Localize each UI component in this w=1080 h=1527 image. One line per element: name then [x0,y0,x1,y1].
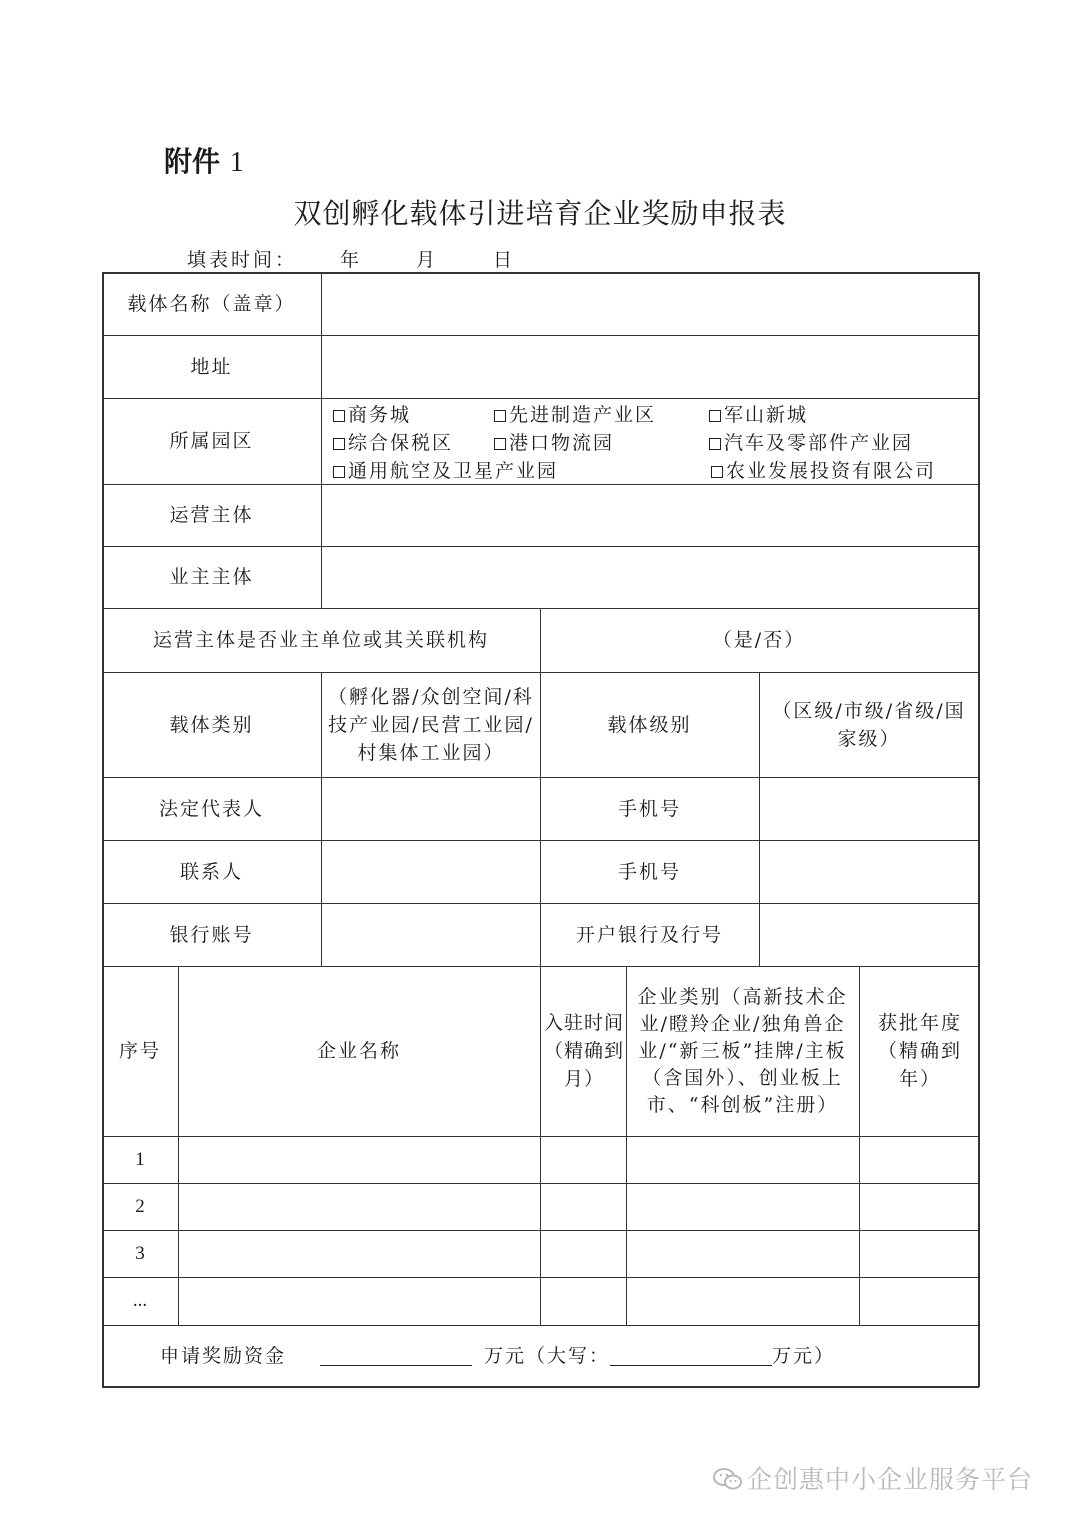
reward-amount-field[interactable] [320,1345,472,1366]
reward-unit-2: 万元） [772,1344,836,1367]
seq-header: 序号 [118,1040,161,1062]
contact-label: 联系人 [179,860,243,883]
checkbox-icon [333,438,345,450]
table-row-seq: ... [132,1290,148,1311]
carrier-name-label: 载体名称（盖章） [127,292,296,315]
park-option[interactable]: 农业发展投资有限公司 [711,456,936,483]
phone-label: 手机号 [617,797,681,820]
contact-field[interactable] [321,840,540,903]
address-label: 地址 [190,355,233,378]
bank-name-label: 开户银行及行号 [575,923,723,946]
fill-day: 日 [493,249,516,271]
category-header: 企业类别（高新技术企业/瞪羚企业/独角兽企业/“新三板”挂牌/主板（含国外）、创业板上市、“科创板”注册） [637,985,848,1116]
reward-unit-1: 万元（大写： [484,1344,611,1367]
bank-name-field[interactable] [759,903,978,966]
fill-month: 月 [416,249,439,271]
carrier-level-field[interactable]: （区级/市级/省级/国家级） [772,699,966,750]
owner-field[interactable] [321,546,978,608]
reward-amount-capital-field[interactable] [610,1345,772,1366]
park-option[interactable]: 军山新城 [709,400,808,427]
checkbox-icon [494,410,506,422]
wechat-icon [713,1467,743,1491]
checkbox-icon [333,466,345,478]
checkbox-icon [709,438,721,450]
yes-no-field[interactable]: （是/否） [712,629,806,651]
table-row-seq: 3 [135,1242,145,1264]
carrier-name-field[interactable] [321,272,978,335]
park-option[interactable]: 汽车及零部件产业园 [709,428,913,455]
checkbox-icon [494,438,506,450]
legal-rep-label: 法定代表人 [158,797,264,820]
page-title: 双创孵化载体引进培育企业奖励申报表 [293,197,787,230]
attachment-label: 附件 1 [164,145,244,178]
park-option[interactable]: 商务城 [333,400,411,427]
bank-account-field[interactable] [321,903,540,966]
owner-label: 业主主体 [169,566,254,588]
phone2-label: 手机号 [617,860,681,883]
bank-account-label: 银行账号 [169,923,254,946]
park-label: 所属园区 [169,430,254,452]
checkbox-icon [709,410,721,422]
enterprise-name-header: 企业名称 [316,1040,401,1062]
operator-field[interactable] [321,484,978,546]
park-option[interactable]: 先进制造产业区 [494,400,656,427]
reward-amount-label: 申请奖励资金 [160,1344,287,1367]
address-field[interactable] [321,335,978,398]
table-row-seq: 2 [135,1195,145,1217]
table-row-seq: 1 [135,1148,145,1170]
fill-year: 年 [340,249,363,271]
phone2-field[interactable] [759,840,978,903]
approval-year-header: 获批年度（精确到年） [877,1012,962,1090]
phone-field[interactable] [759,777,978,840]
carrier-type-field[interactable]: （孵化器/众创空间/科技产业园/民营工业园/村集体工业园） [328,685,534,764]
checkbox-icon [333,410,345,422]
carrier-type-label: 载体类别 [169,713,254,736]
legal-rep-field[interactable] [321,777,540,840]
checkbox-icon [711,466,723,478]
operator-related-label: 运营主体是否业主单位或其关联机构 [152,629,489,651]
operator-label: 运营主体 [169,504,254,526]
watermark: 企创惠中小企业服务平台 [713,1460,1033,1496]
fill-time-label: 填表时间： [187,249,298,271]
reward-amount-row [102,1325,978,1386]
park-option[interactable]: 通用航空及卫星产业园 [333,456,558,483]
park-option[interactable]: 综合保税区 [333,428,453,455]
carrier-level-label: 载体级别 [607,713,692,736]
settle-time-header: 入驻时间（精确到月） [544,1012,625,1090]
park-option[interactable]: 港口物流园 [494,428,614,455]
